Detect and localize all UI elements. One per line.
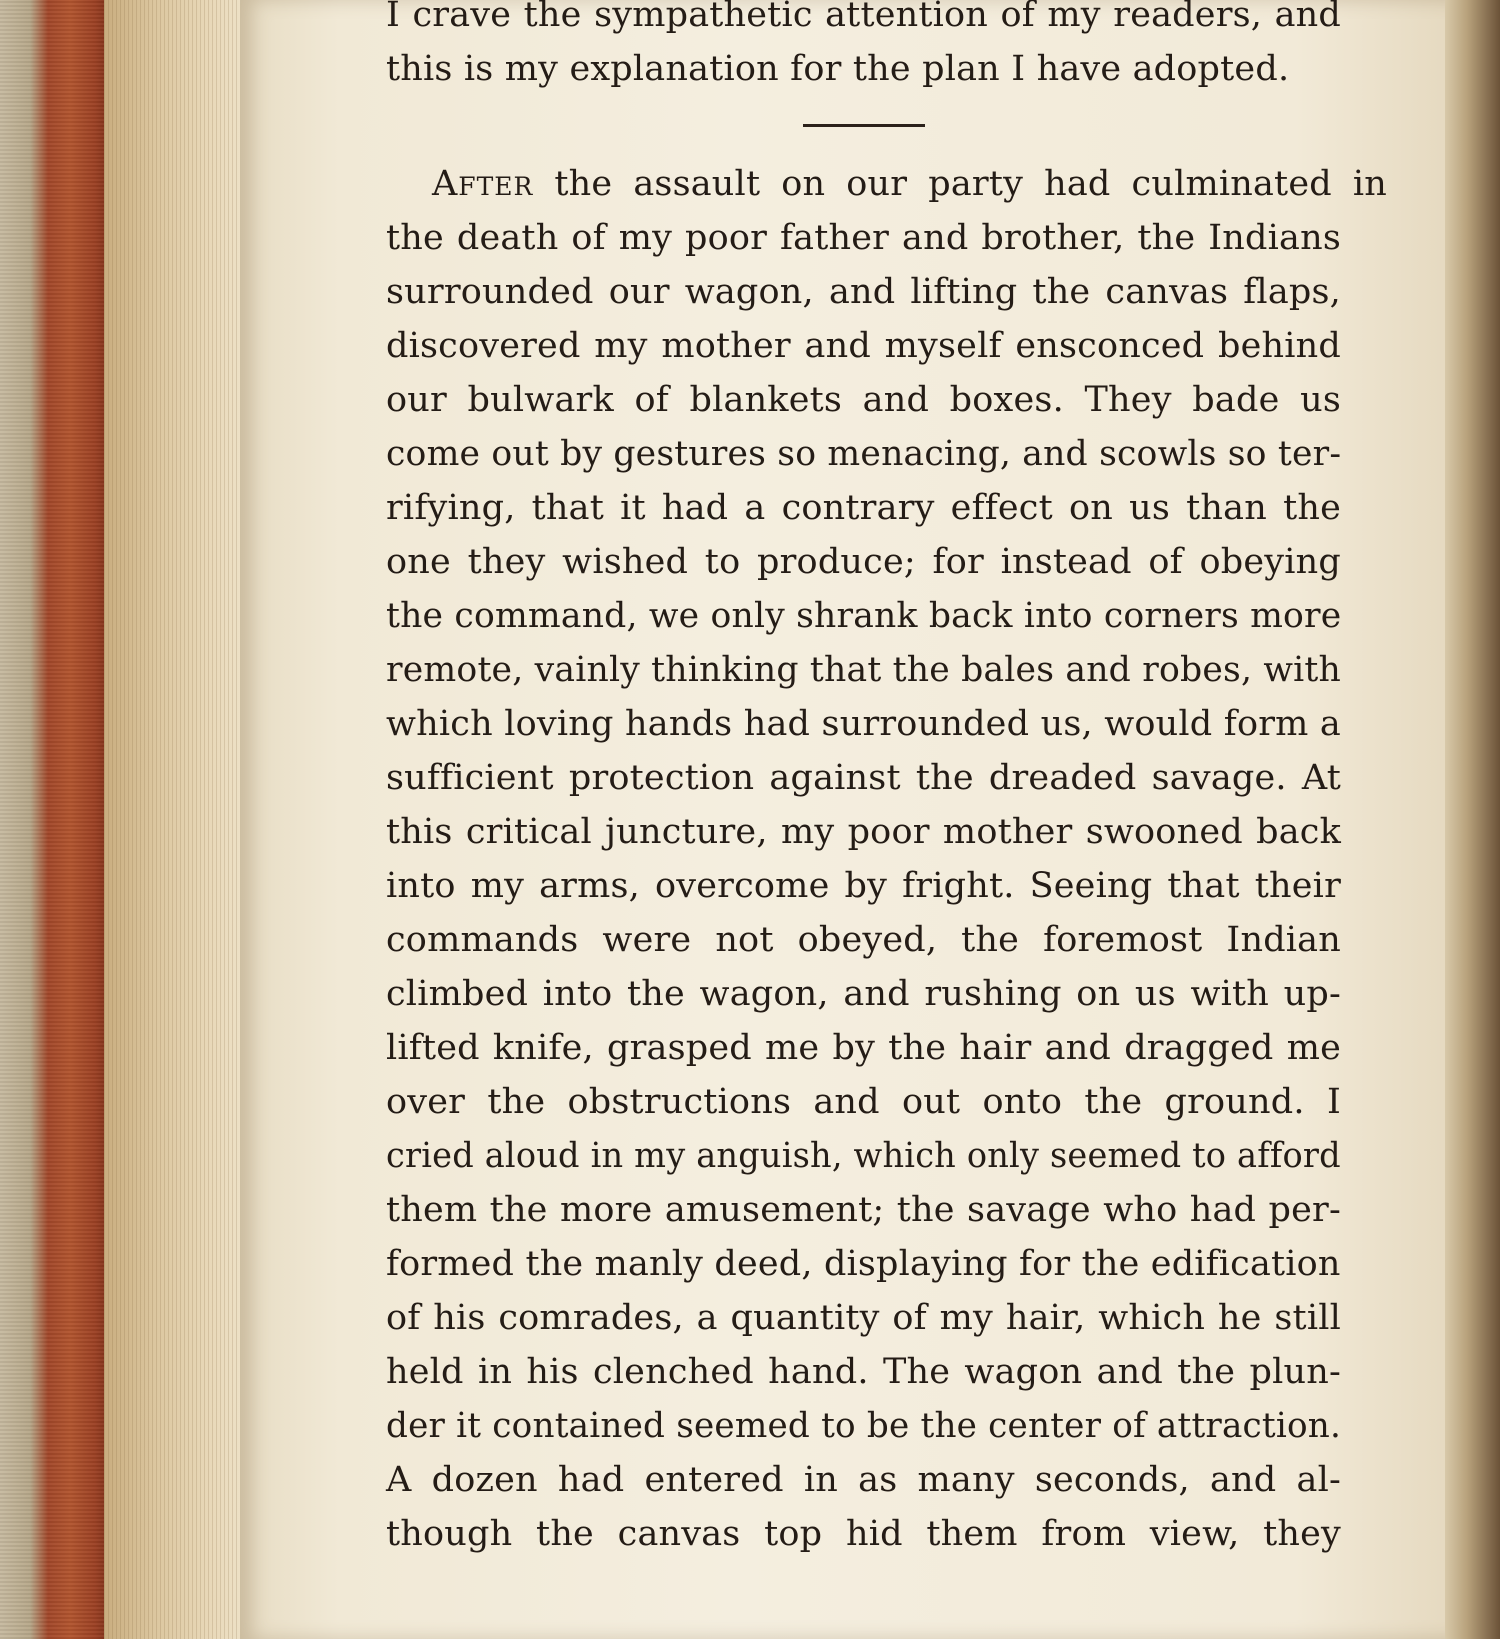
paragraph-line: held in his clenched hand. The wagon and the plun- — [386, 1352, 1341, 1392]
paragraph-line: them the more amusement; the savage who had per- — [386, 1190, 1341, 1230]
paragraph-line: over the obstructions and out onto the ground. I — [386, 1082, 1341, 1122]
paragraph-line: of his comrades, a quantity of my hair, which he still — [386, 1298, 1341, 1338]
paragraph-line: der it contained seemed to be the center of attraction. — [386, 1406, 1342, 1446]
page-edges — [104, 0, 254, 1639]
paragraph-line: our bulwark of blankets and boxes. They bade us — [386, 380, 1341, 420]
main-paragraph — [386, 157, 1387, 1561]
paragraph-line: climbed into the wagon, and rushing on us with up- — [386, 974, 1341, 1014]
paragraph-line: which loving hands had surrounded us, would form a — [386, 704, 1341, 744]
first-line-rest: the assault on our party had culminated in — [554, 164, 1387, 204]
paragraph-line: formed the manly deed, displaying for the edification — [386, 1244, 1341, 1284]
intro-line: this is my explanation for the plan I have adopted. — [386, 49, 1290, 89]
paragraph-line: the command, we only shrank back into corners more — [386, 596, 1342, 636]
paragraph-line: remote, vainly thinking that the bales and robes, with — [386, 650, 1342, 690]
paragraph-line: discovered my mother and myself ensconced behind — [386, 326, 1341, 366]
paragraph-first-line — [386, 157, 1387, 211]
lead-word: After — [432, 164, 534, 204]
paragraph-line: commands were not obeyed, the foremost Indian — [386, 920, 1341, 960]
page-text — [386, 0, 1387, 1561]
book-cover-cloth — [0, 0, 110, 1639]
paragraph-line: come out by gestures so menacing, and scowls so ter- — [386, 434, 1342, 474]
paragraph-line: lifted knife, grasped me by the hair and dragged me — [386, 1028, 1341, 1068]
paragraph-line: A dozen had entered in as many seconds, and al- — [386, 1460, 1341, 1500]
paragraph-line: rifying, that it had a contrary effect on us than the — [386, 488, 1341, 528]
intro-paragraph — [386, 0, 1341, 96]
paragraph-line: one they wished to produce; for instead of obeying — [386, 542, 1341, 582]
paragraph-line: surrounded our wagon, and lifting the canvas flaps, — [386, 272, 1341, 312]
book-page — [240, 0, 1480, 1639]
paragraph-line: this critical juncture, my poor mother swooned back — [386, 812, 1341, 852]
paragraph-line: cried aloud in my anguish, which only seemed to afford — [386, 1136, 1341, 1176]
paragraph-line: into my arms, overcome by fright. Seeing that their — [386, 866, 1341, 906]
intro-line: I crave the sympathetic attention of my readers, and — [386, 0, 1341, 35]
section-divider — [803, 124, 925, 127]
next-page-shadow — [1445, 0, 1500, 1639]
paragraph-line: the death of my poor father and brother, the Indians — [386, 218, 1341, 258]
paragraph-line: sufficient protection against the dreaded savage. At — [386, 758, 1341, 798]
paragraph-line: though the canvas top hid them from view, they — [386, 1514, 1341, 1554]
